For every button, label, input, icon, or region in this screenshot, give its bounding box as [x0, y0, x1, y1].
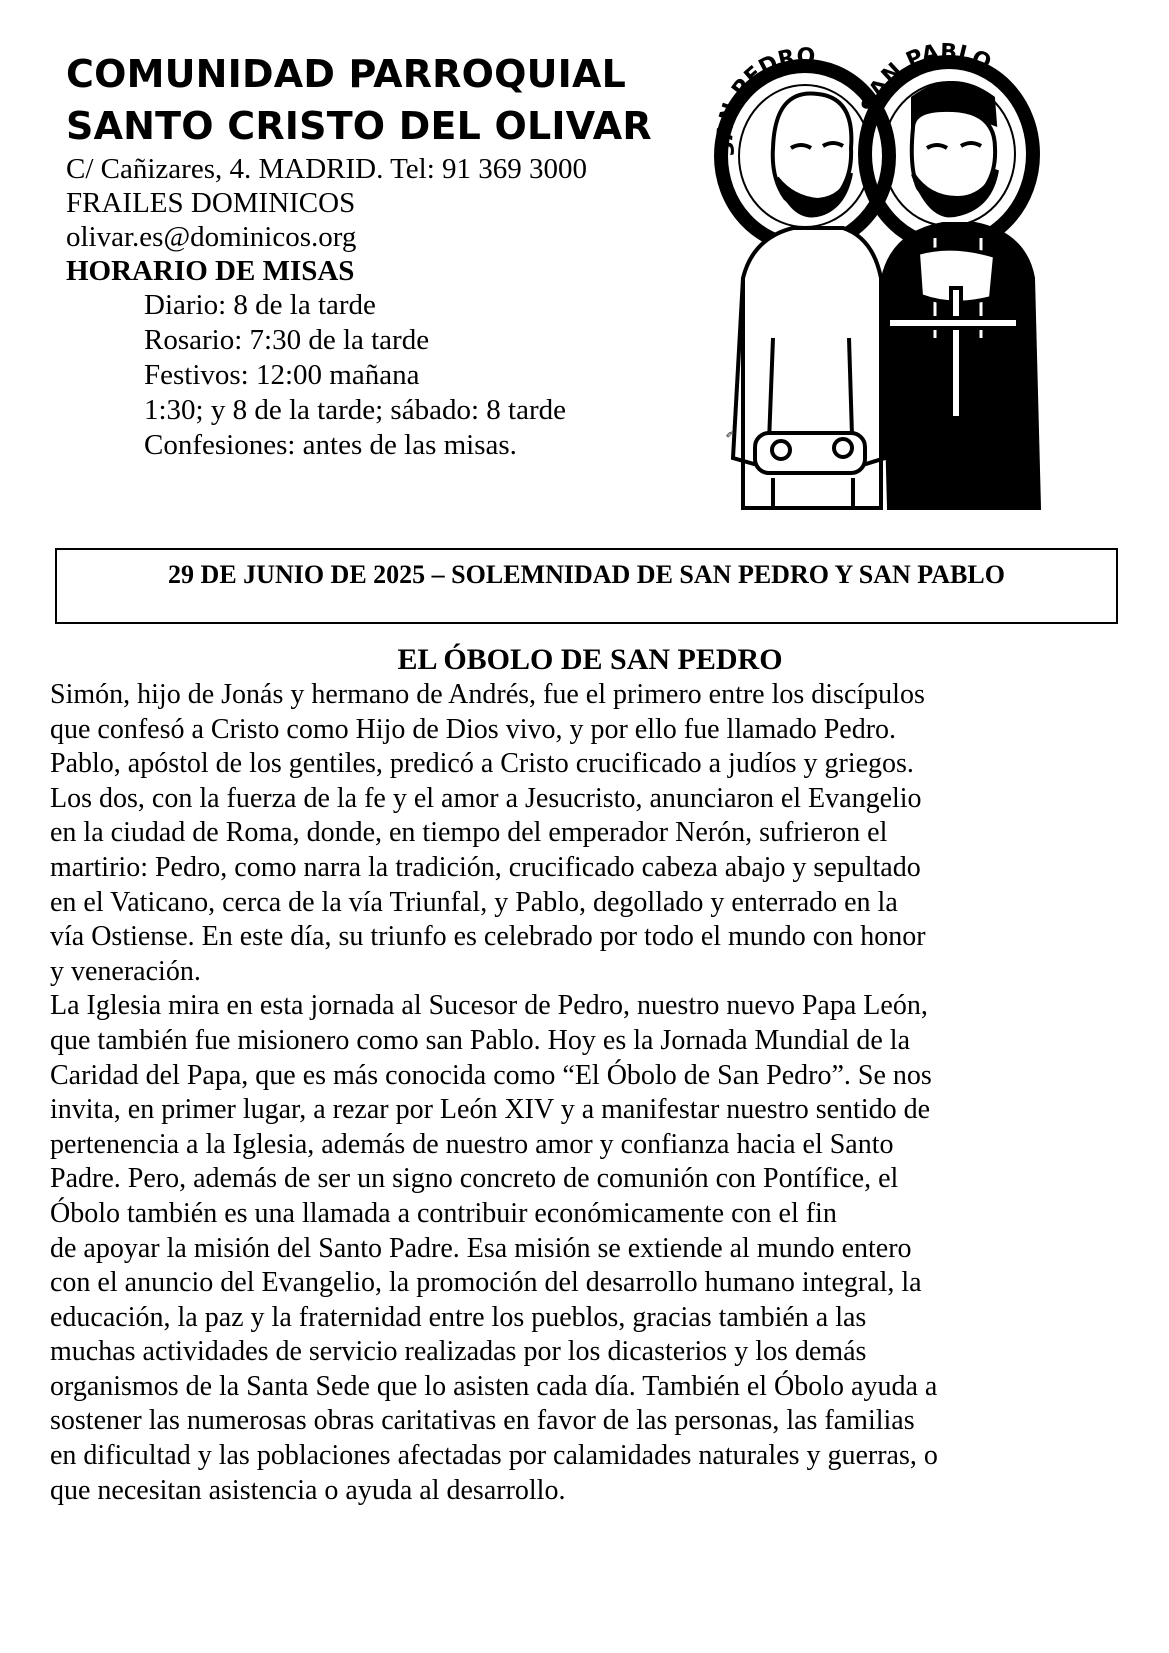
- text-line: muchas actividades de servicio realizadas por los dicasterios y los demás: [50, 1336, 867, 1368]
- article-paragraph-1: [50, 678, 1130, 989]
- schedule-item: 1:30; y 8 de la tarde; sábado: 8 tarde: [144, 394, 566, 426]
- text-line: Caridad del Papa, que es más conocida como “El Óbolo de San Pedro”. Se nos: [50, 1059, 932, 1091]
- text-line: Óbolo también es una llamada a contribuir económicamente con el fin: [50, 1197, 837, 1229]
- text-line: pertenencia a la Iglesia, además de nuestro amor y confianza hacia el Santo: [50, 1128, 894, 1160]
- article-paragraph-2: [50, 989, 1130, 1508]
- text-line: en el Vaticano, cerca de la vía Triunfal, y Pablo, degollado y enterrado en la: [50, 886, 898, 918]
- article-title: EL ÓBOLO DE SAN PEDRO: [397, 643, 783, 676]
- parish-title-line-1: COMUNIDAD PARROQUIAL: [66, 52, 627, 96]
- parish-email: olivar.es@dominicos.org: [66, 221, 357, 253]
- schedule-item: Rosario: 7:30 de la tarde: [144, 324, 430, 356]
- halo-label-left: SAN PEDRO: [713, 44, 816, 160]
- text-line: en la ciudad de Roma, donde, en tiempo del emperador Nerón, sufrieron el: [50, 817, 888, 849]
- text-line: con el anuncio del Evangelio, la promoción del desarrollo humano integral, la: [50, 1267, 922, 1299]
- text-line: Simón, hijo de Jonás y hermano de Andrés, fue el primero entre los discípulos: [50, 679, 925, 710]
- schedule-item: Festivos: 12:00 mañana: [144, 359, 420, 391]
- halo-label-right: SAN PABLO: [856, 39, 995, 117]
- artist-signature-icon: ✎: [726, 430, 736, 438]
- text-line: martirio: Pedro, como narra la tradición, crucificado cabeza abajo y sepultado: [50, 851, 921, 883]
- text-line: educación, la paz y la fraternidad entre los pueblos, gracias también a las: [50, 1301, 867, 1333]
- text-line: organismos de la Santa Sede que lo asisten cada día. También el Óbolo ayuda a: [50, 1370, 938, 1402]
- text-line: La Iglesia mira en esta jornada al Sucesor de Pedro, nuestro nuevo Papa León,: [50, 990, 928, 1022]
- text-line: Los dos, con la fuerza de la fe y el amor a Jesucristo, anunciaron el Evangelio: [50, 782, 922, 814]
- date-banner: [55, 548, 1118, 624]
- text-line: invita, en primer lugar, a rezar por León XIV y a manifestar nuestro sentido de: [50, 1094, 931, 1126]
- text-line: en dificultad y las poblaciones afectadas por calamidades naturales y guerras, o: [50, 1440, 938, 1472]
- date-banner-text: 29 DE JUNIO DE 2025 – SOLEMNIDAD DE SAN PEDRO Y SAN PABLO: [168, 560, 1005, 589]
- text-line: Padre. Pero, además de ser un signo concreto de comunión con Pontífice, el: [50, 1163, 899, 1195]
- text-line: vía Ostiense. En este día, su triunfo es celebrado por todo el mundo con honor: [50, 921, 926, 953]
- text-line: que necesitan asistencia o ayuda al desarrollo.: [50, 1474, 566, 1506]
- saints-peter-and-paul-illustration: [713, 38, 1095, 518]
- mass-schedule-heading: HORARIO DE MISAS: [66, 255, 355, 287]
- parish-header: [66, 48, 706, 463]
- text-line: y veneración.: [50, 955, 201, 987]
- parish-address: C/ Cañizares, 4. MADRID. Tel: 91 369 3000: [66, 153, 587, 185]
- parish-title-line-2: SANTO CRISTO DEL OLIVAR: [66, 104, 652, 148]
- article: [50, 642, 1130, 1508]
- text-line: sostener las numerosas obras caritativas en favor de las personas, las familias: [50, 1405, 915, 1437]
- text-line: que confesó a Cristo como Hijo de Dios vivo, y por ello fue llamado Pedro.: [50, 713, 897, 745]
- schedule-item: Confesiones: antes de las misas.: [144, 429, 517, 461]
- mass-schedule-list: [66, 288, 706, 463]
- text-line: Pablo, apóstol de los gentiles, predicó a Cristo crucificado a judíos y griegos.: [50, 748, 914, 780]
- text-line: que también fue misionero como san Pablo. Hoy es la Jornada Mundial de la: [50, 1024, 911, 1056]
- parish-order: FRAILES DOMINICOS: [66, 187, 356, 219]
- text-line: de apoyar la misión del Santo Padre. Esa misión se extiende al mundo entero: [50, 1232, 912, 1264]
- schedule-item: Diario: 8 de la tarde: [144, 289, 376, 321]
